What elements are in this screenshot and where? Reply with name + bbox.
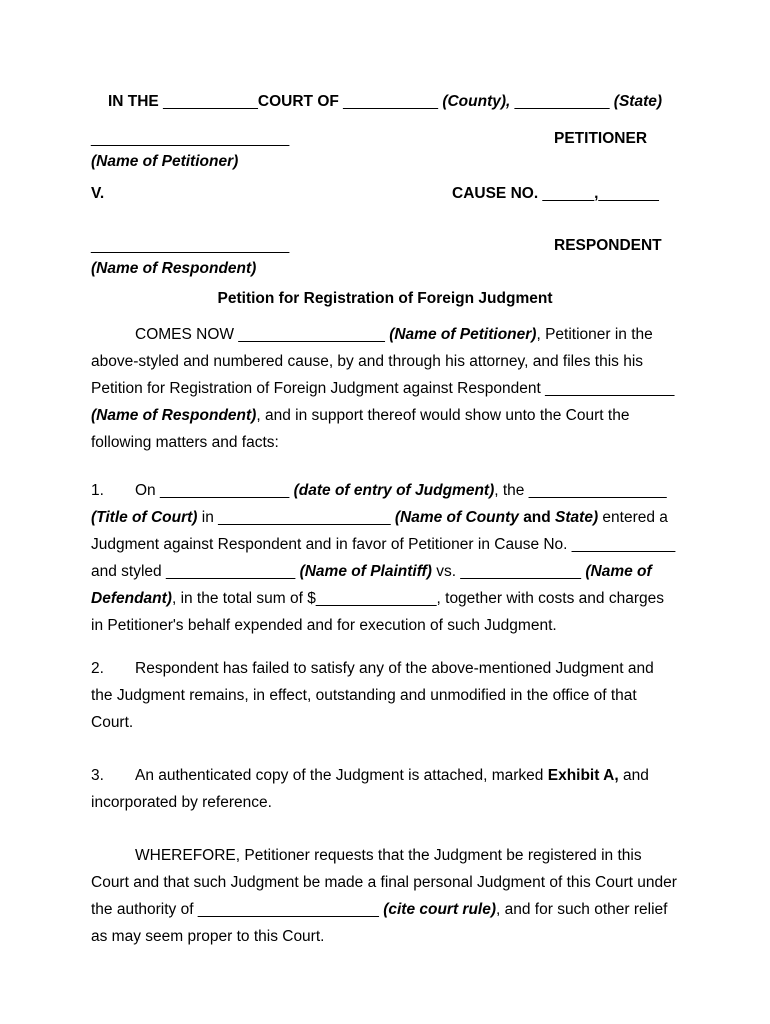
paragraph-item-3 <box>91 762 679 816</box>
text-run: , <box>594 185 599 202</box>
text-run: , in the total sum of $______________, together with costs and charges in Petitioner's behalf expended and for execution of such Judgment. <box>91 590 664 634</box>
paragraph-item-2 <box>91 655 679 736</box>
item-1-text <box>91 482 675 634</box>
text-run: ___________ <box>514 93 610 110</box>
respondent-name-hint: (Name of Respondent) <box>91 260 257 277</box>
text-run: (cite court rule) <box>383 901 497 918</box>
text-run: On _______________ <box>135 482 294 499</box>
petitioner-label: PETITIONER <box>554 130 648 147</box>
item-3-number: 3. <box>91 767 104 784</box>
petition-document <box>91 0 679 950</box>
paragraph-comes-now <box>91 321 679 456</box>
text-run: (date of entry of Judgment) <box>293 482 495 499</box>
text-run: (County), <box>442 93 511 110</box>
court-caption-line <box>91 88 679 115</box>
text-run: (Name of Plaintiff) <box>299 563 432 580</box>
item-2-text <box>91 660 654 731</box>
text-run: in ____________________ <box>197 509 395 526</box>
text-run: and incorporated by reference. <box>91 767 649 811</box>
text-run: (Title of Court) <box>91 509 198 526</box>
petitioner-blank-line: _______________________ <box>91 130 290 147</box>
petitioner-name-hint: (Name of Petitioner) <box>91 153 239 170</box>
item-3-text <box>91 767 649 811</box>
text-run: Exhibit A, <box>547 767 619 784</box>
item-1-number: 1. <box>91 482 104 499</box>
text-run: ___________ <box>163 93 258 110</box>
text-run: vs. ______________ <box>431 563 586 580</box>
text-run: (Name of County <box>394 509 524 526</box>
paragraph-wherefore <box>91 842 679 950</box>
text-run: State) <box>550 509 599 526</box>
respondent-row <box>91 232 679 259</box>
document-title: Petition for Registration of Foreign Judgment <box>217 290 553 307</box>
respondent-label: RESPONDENT <box>554 237 662 254</box>
text-run: ___________ <box>343 93 438 110</box>
text-run: entered a Judgment against Respondent and in favor of Petitioner in Cause No. ____________ and styled _______________ <box>91 509 676 580</box>
text-run: , and for such other relief as may seem proper to this Court. <box>91 901 668 945</box>
text-run: , the ________________ <box>494 482 667 499</box>
text-run: , and in support thereof would show unto the Court the following matters and facts: <box>91 407 630 451</box>
text-run: ______ <box>542 185 595 202</box>
text-run: WHEREFORE, Petitioner requests that the Judgment be registered in this Court and that such Judgment be made a final personal Judgment of this Court under the authority of _____________________ <box>91 847 677 918</box>
text-run: (Name of Petitioner) <box>389 326 537 343</box>
text-run: CAUSE NO. <box>452 185 543 202</box>
versus-label: V. <box>91 185 105 202</box>
text-run: (Name of Respondent) <box>91 407 257 424</box>
text-run: , Petitioner in the above-styled and numbered cause, by and through his attorney, and files this his Petition for Registration of Foreign Judgment against Respondent _______________ <box>91 326 675 397</box>
cause-no-line <box>452 180 659 207</box>
petitioner-row <box>91 125 679 152</box>
text-run: Respondent has failed to satisfy any of the above-mentioned Judgment and the Judgment remains, in effect, outstanding and unmodified in the office of that Court. <box>91 660 654 731</box>
text-run: _______ <box>598 185 659 202</box>
item-2-number: 2. <box>91 660 104 677</box>
text-run: An authenticated copy of the Judgment is attached, marked <box>135 767 548 784</box>
paragraph-item-1 <box>91 477 679 639</box>
text-run: COMES NOW _________________ <box>135 326 390 343</box>
versus-row <box>91 180 679 207</box>
respondent-blank-line: _______________________ <box>91 237 290 254</box>
text-run: and <box>523 509 551 526</box>
text-run: COURT OF <box>257 93 344 110</box>
text-run: (Name of Defendant) <box>91 563 652 607</box>
text-run: (State) <box>613 93 663 110</box>
text-run: IN THE <box>107 93 164 110</box>
